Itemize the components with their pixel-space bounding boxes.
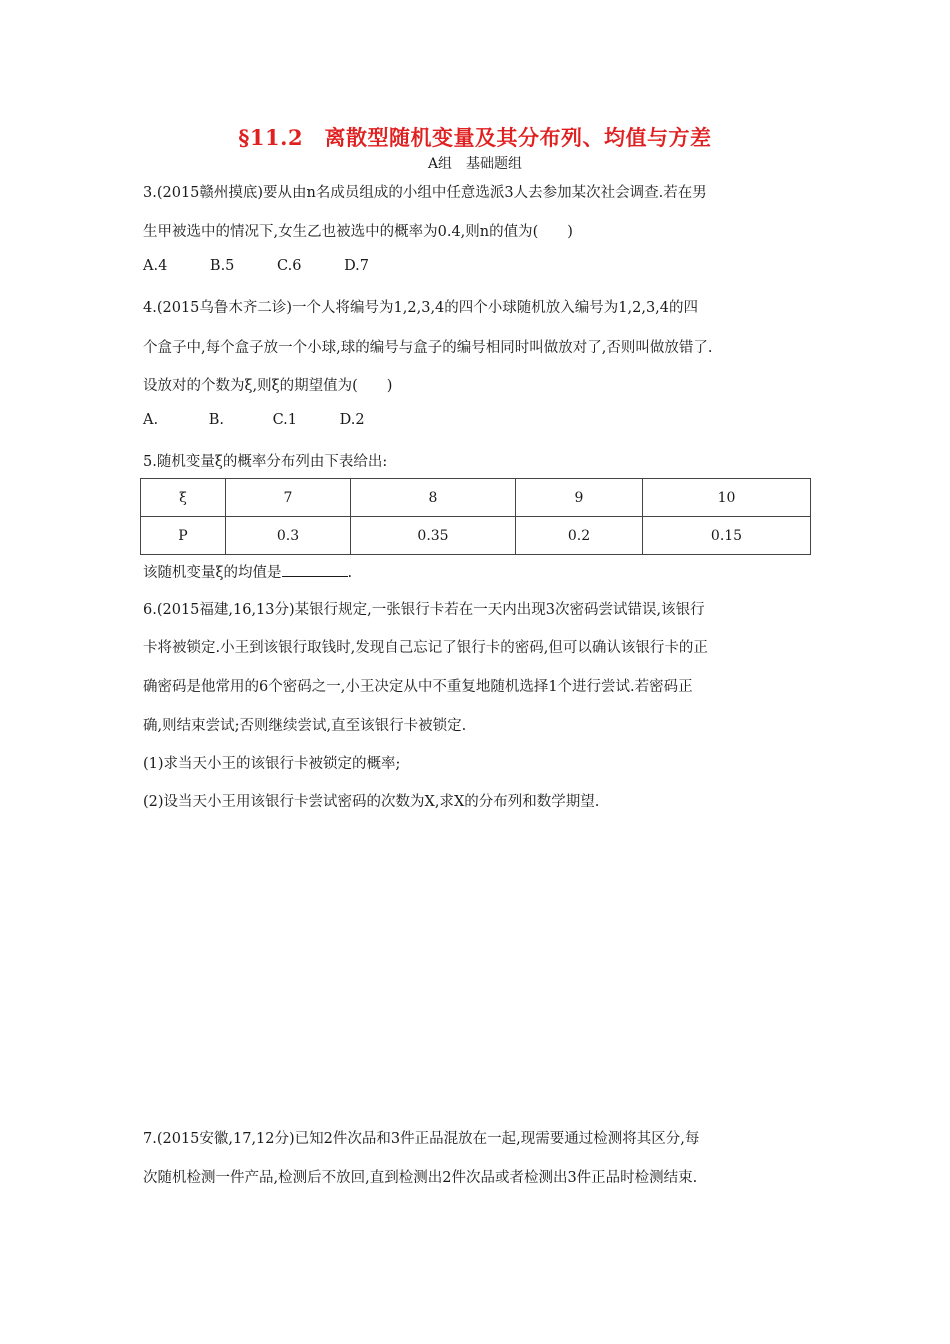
group-label: A组 基础题组 (427, 156, 523, 172)
table-cell: P (141, 517, 226, 555)
table-cell: 7 (226, 479, 351, 517)
q3-line-2: 生甲被选中的情况下,女生乙也被选中的概率为0.4,则n的值为( ) (143, 224, 573, 240)
table-cell: 8 (351, 479, 516, 517)
table-cell: 0.35 (351, 517, 516, 555)
q5-answer-suffix: . (347, 565, 353, 581)
q3-option-c: C.6 (277, 258, 302, 274)
q4-option-a: A. (143, 412, 159, 428)
q6-line-1: 6.(2015福建,16,13分)某银行规定,一张银行卡若在一天内出现3次密码尝试错误,该银行 (143, 602, 705, 618)
q5-answer-line (143, 561, 352, 582)
table-cell: 10 (643, 479, 811, 517)
section-title: §11.2 离散型随机变量及其分布列、均值与方差 (238, 125, 712, 150)
q6-line-2: 卡将被锁定.小王到该银行取钱时,发现自己忘记了银行卡的密码,但可以确认该银行卡的正 (143, 640, 708, 656)
table-cell: ξ (141, 479, 226, 517)
q6-line-4: 确,则结束尝试;否则继续尝试,直至该银行卡被锁定. (143, 718, 467, 734)
q3-options (143, 258, 407, 274)
table-row (141, 479, 811, 517)
table-cell: 0.3 (226, 517, 351, 555)
q4-options (143, 412, 403, 428)
q6-part-1: (1)求当天小王的该银行卡被锁定的概率; (143, 756, 401, 772)
table-cell: 0.2 (516, 517, 643, 555)
q4-option-c: C.1 (272, 412, 297, 428)
table-cell: 0.15 (643, 517, 811, 555)
q7-line-2: 次随机检测一件产品,检测后不放回,直到检测出2件次品或者检测出3件正品时检测结束. (143, 1170, 698, 1186)
q5-line-1: 5.随机变量ξ的概率分布列由下表给出: (143, 454, 388, 470)
q4-line-3: 设放对的个数为ξ,则ξ的期望值为( ) (143, 378, 393, 394)
table-row (141, 517, 811, 555)
q6-line-3: 确密码是他常用的6个密码之一,小王决定从中不重复地随机选择1个进行尝试.若密码正 (143, 679, 693, 695)
table-cell: 9 (516, 479, 643, 517)
q3-option-a: A.4 (143, 258, 168, 274)
q7-line-1: 7.(2015安徽,17,12分)已知2件次品和3件正品混放在一起,现需要通过检测将其区分,每 (143, 1131, 700, 1147)
q6-part-2: (2)设当天小王用该银行卡尝试密码的次数为X,求X的分布列和数学期望. (143, 794, 600, 810)
distribution-table (140, 478, 811, 555)
q4-line-2: 个盒子中,每个盒子放一个小球,球的编号与盒子的编号相同时叫做放对了,否则叫做放错了. (143, 340, 713, 356)
q3-option-d: D.7 (344, 258, 370, 274)
q4-line-1: 4.(2015乌鲁木齐二诊)一个人将编号为1,2,3,4的四个小球随机放入编号为1,2,3,4的四 (143, 300, 699, 316)
q5-answer-prefix: 该随机变量ξ的均值是 (143, 565, 282, 581)
answer-blank (282, 562, 348, 577)
q4-option-b: B. (208, 412, 224, 428)
q3-line-1: 3.(2015赣州摸底)要从由n名成员组成的小组中任意选派3人去参加某次社会调查.若在男 (143, 185, 707, 201)
q3-option-b: B.5 (209, 258, 235, 274)
q4-option-d: D.2 (339, 412, 365, 428)
